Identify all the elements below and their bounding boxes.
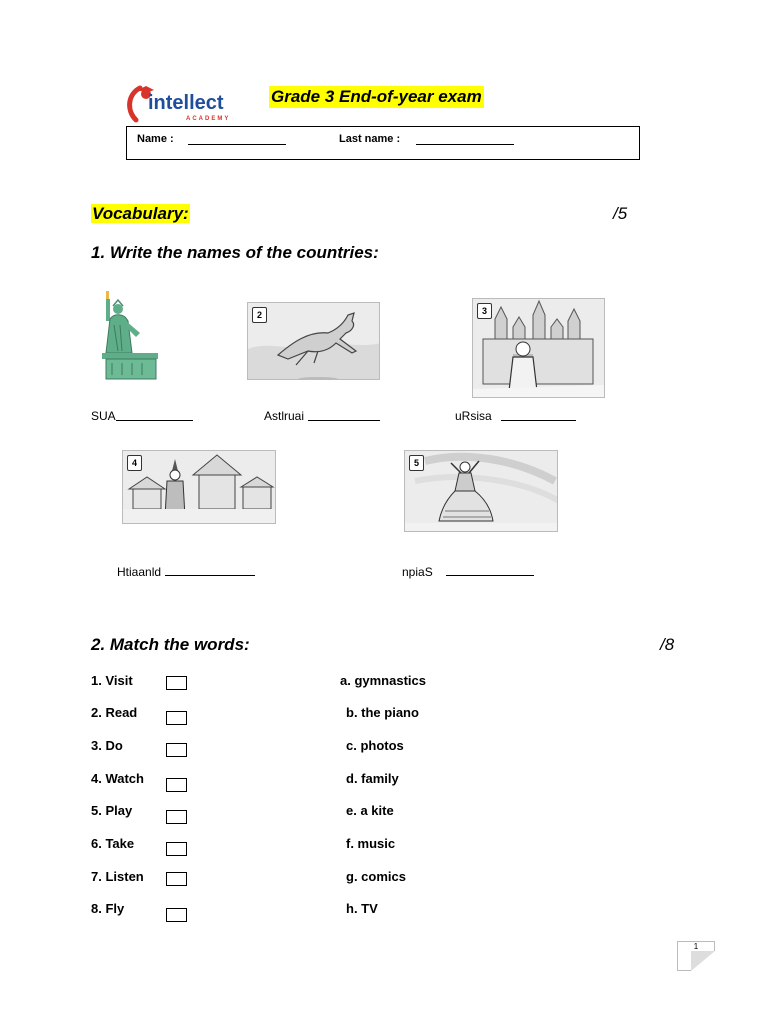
page-fold-corner (691, 951, 715, 971)
match-box[interactable] (166, 810, 187, 824)
page-number (677, 941, 715, 971)
intellect-academy-logo (126, 80, 256, 124)
verb-item: 2. Read (91, 705, 138, 720)
scrambled-word-3: uRsisa (455, 409, 492, 423)
match-box[interactable] (166, 872, 187, 886)
match-box[interactable] (166, 743, 187, 757)
matching-score: /8 (660, 635, 675, 654)
student-info-box (126, 126, 640, 160)
last-name-field[interactable] (416, 144, 514, 145)
phrase-item: g. comics (346, 869, 406, 884)
scrambled-word-2: Astlruai (264, 409, 305, 423)
phrase-item: b. the piano (346, 705, 419, 720)
phrase-item: f. music (346, 836, 396, 851)
kangaroo-image (247, 302, 380, 380)
answer-line-4[interactable] (165, 575, 255, 576)
statue-of-liberty-image (100, 291, 162, 383)
picture-number-3: 3 (477, 303, 492, 319)
svg-text:ACADEMY: ACADEMY (186, 116, 231, 122)
spain-flamenco-image (404, 450, 558, 532)
answer-line-1[interactable] (116, 420, 193, 421)
page-number-text: 1 (693, 942, 699, 951)
answer-line-5[interactable] (446, 575, 534, 576)
vocabulary-score: /5 (613, 204, 628, 223)
match-box[interactable] (166, 711, 187, 725)
verb-item: 8. Fly (91, 901, 125, 916)
verb-item: 5. Play (91, 803, 133, 818)
name-label: Name : (137, 133, 174, 145)
verb-item: 3. Do (91, 738, 123, 753)
match-box[interactable] (166, 842, 187, 856)
verb-item: 7. Listen (91, 869, 144, 884)
exam-title: Grade 3 End-of-year exam (271, 87, 482, 106)
question-2-title: 2. Match the words: (91, 635, 250, 654)
answer-line-2[interactable] (308, 420, 380, 421)
answer-line-3[interactable] (501, 420, 576, 421)
verb-item: 6. Take (91, 836, 135, 851)
thailand-temple-image (122, 450, 276, 524)
name-field[interactable] (188, 144, 286, 145)
phrase-item: a. gymnastics (340, 673, 426, 688)
phrase-item: h. TV (346, 901, 378, 916)
phrase-item: e. a kite (346, 803, 394, 818)
verb-item: 1. Visit (91, 673, 133, 688)
match-box[interactable] (166, 908, 187, 922)
question-1-title: 1. Write the names of the countries: (91, 243, 379, 262)
scrambled-word-5: npiaS (402, 565, 433, 579)
match-box[interactable] (166, 778, 187, 792)
picture-number-4: 4 (127, 455, 142, 471)
picture-number-5: 5 (409, 455, 424, 471)
verb-item: 4. Watch (91, 771, 144, 786)
picture-number-2: 2 (252, 307, 267, 323)
russia-kremlin-image (472, 298, 605, 398)
last-name-label: Last name : (339, 133, 401, 145)
phrase-item: d. family (346, 771, 399, 786)
phrase-item: c. photos (346, 738, 404, 753)
scrambled-word-4: Htiaanld (117, 565, 162, 579)
vocabulary-heading: Vocabulary: (92, 204, 189, 223)
svg-text:intellect: intellect (148, 92, 224, 114)
scrambled-word-1: SUA (91, 409, 116, 423)
match-box[interactable] (166, 676, 187, 690)
